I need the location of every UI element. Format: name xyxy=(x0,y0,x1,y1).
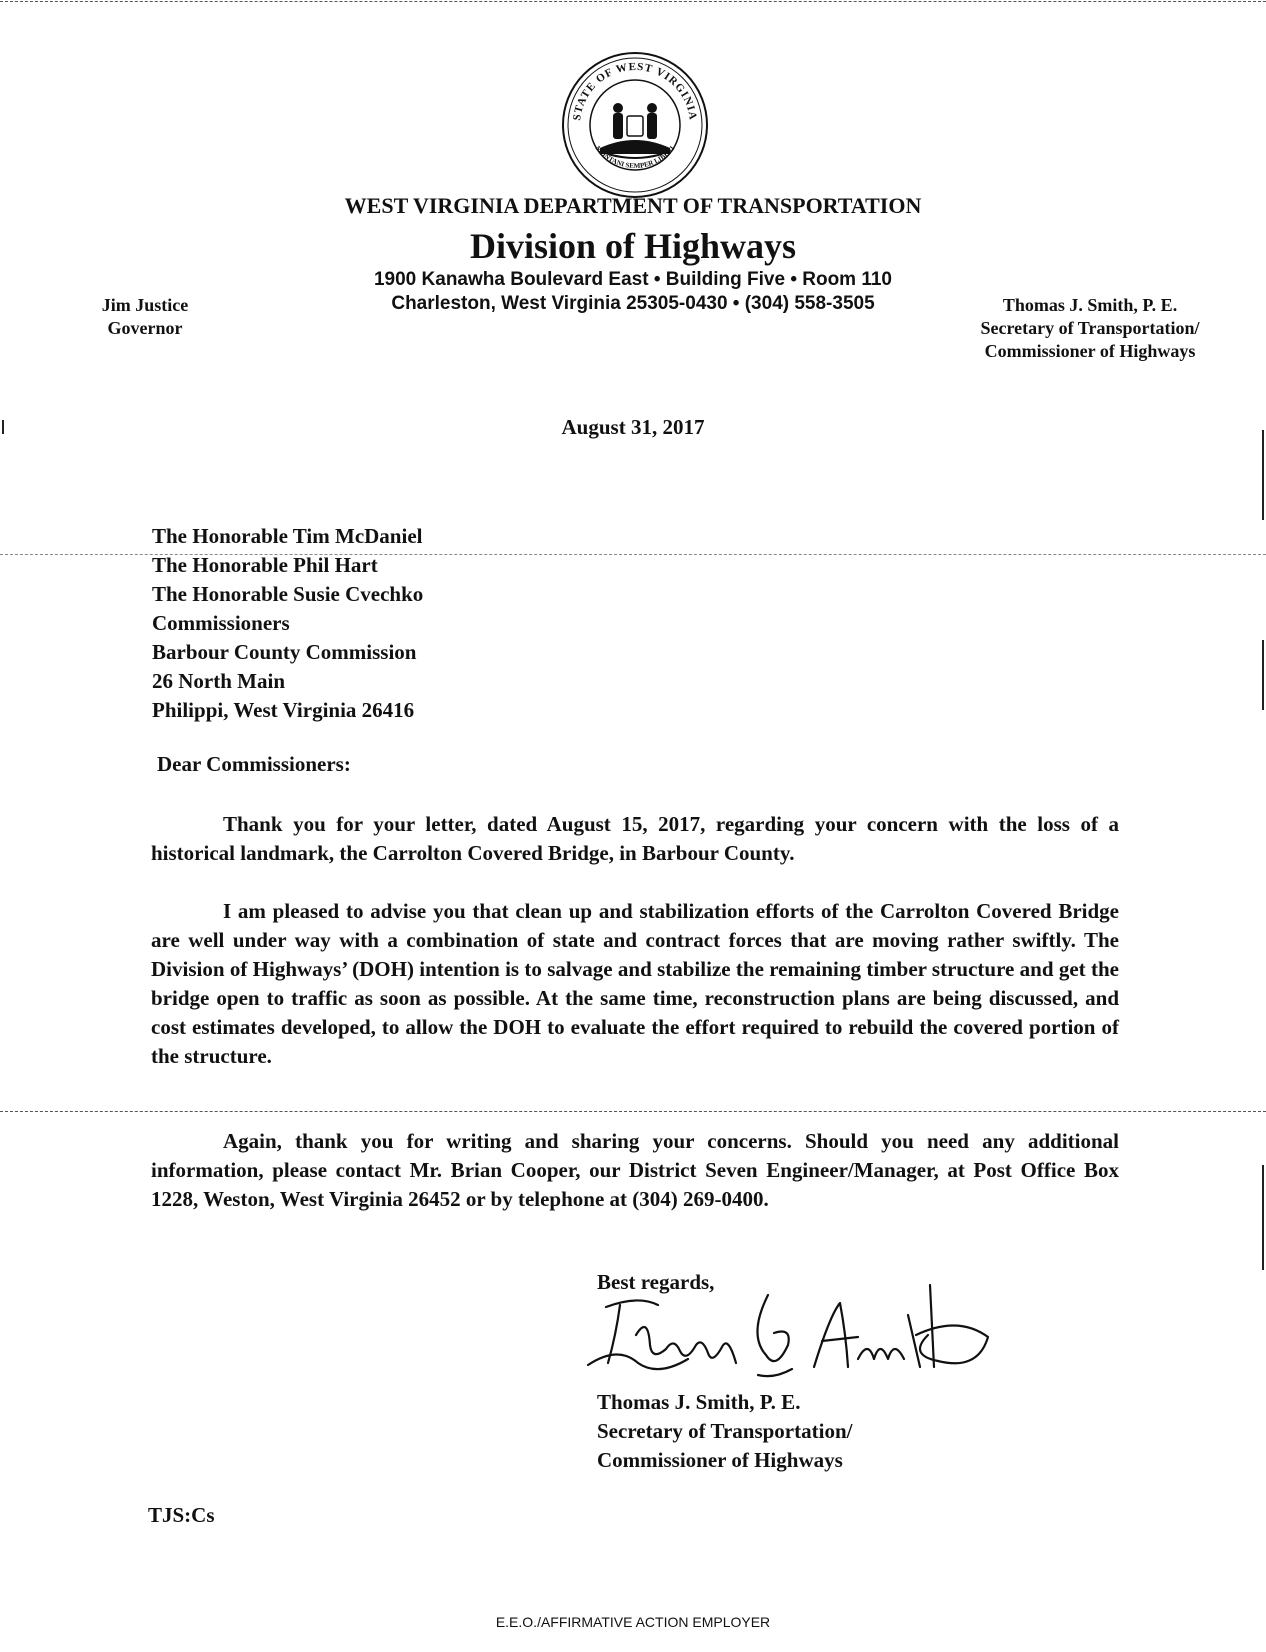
scan-line-mid2 xyxy=(0,1111,1266,1112)
footer-eeo: E.E.O./AFFIRMATIVE ACTION EMPLOYER xyxy=(495,1614,771,1630)
svg-text:STATE OF WEST VIRGINIA: STATE OF WEST VIRGINIA xyxy=(571,60,699,122)
signatory-title-line-1: Secretary of Transportation/ xyxy=(597,1419,853,1443)
governor-name: Jim Justice xyxy=(101,295,189,315)
salutation: Dear Commissioners: xyxy=(157,752,351,776)
body-paragraph-1: Thank you for your letter, dated August 15, 2017, regarding your concern with the loss of a historical landmark, the Carrolton Covered Bridge, in Barbour County. xyxy=(151,812,1119,865)
address-line-1: 1900 Kanawha Boulevard East • Building Five • Room 110 xyxy=(373,269,893,290)
signatory-title-line-2: Commissioner of Highways xyxy=(597,1448,843,1472)
handwritten-signature xyxy=(578,1275,998,1385)
recipient-line: Philippi, West Virginia 26416 xyxy=(152,698,415,722)
body-paragraph-3: Again, thank you for writing and sharing your concerns. Should you need any additional information, please contact Mr. Brian Cooper, our District Seven Engineer/Manager, at Post Office Box 1228, Weston, West Virginia 26452 or by telephone at (304) 269-0400. xyxy=(151,1129,1119,1211)
state-seal-icon xyxy=(560,50,710,200)
secretary-title-line-2: Commissioner of Highways xyxy=(984,341,1196,361)
recipient-line: The Honorable Phil Hart xyxy=(152,553,378,577)
recipient-line: The Honorable Susie Cvechko xyxy=(152,582,424,606)
recipient-line: 26 North Main xyxy=(152,669,285,693)
recipient-line: Commissioners xyxy=(152,611,290,635)
closing: Best regards, xyxy=(597,1270,715,1294)
division-name: Division of Highways xyxy=(469,226,797,266)
department-name: WEST VIRGINIA DEPARTMENT OF TRANSPORTATION xyxy=(344,193,922,218)
recipient-line: Barbour County Commission xyxy=(152,640,417,664)
governor-title: Governor xyxy=(107,318,183,338)
scan-edge-right3 xyxy=(1262,1165,1264,1270)
typist-initials: TJS:Cs xyxy=(148,1503,215,1527)
svg-text:MONTANI SEMPER LIBERI: MONTANI SEMPER LIBERI xyxy=(593,144,677,171)
body-paragraph-2: I am pleased to advise you that clean up and stabilization efforts of the Carrolton Covered Bridge are well under way with a combination of state and contract forces that are moving rather swiftly. The Division of Highways’ (DOH) intention is to salvage and stabilize the remaining timber structure and get the bridge open to traffic as soon as possible. At the same time, reconstruction plans are being discussed, and cost estimates developed, to allow the DOH to evaluate the effort required to rebuild the covered portion of the structure. xyxy=(151,899,1119,1068)
secretary-name: Thomas J. Smith, P. E. xyxy=(1002,295,1178,315)
scan-edge-right1 xyxy=(1262,430,1264,520)
secretary-title-line-1: Secretary of Transportation/ xyxy=(980,318,1200,338)
scan-line-top xyxy=(0,1,1266,2)
signatory-name: Thomas J. Smith, P. E. xyxy=(597,1390,801,1414)
scan-edge-right2 xyxy=(1262,640,1264,710)
address-line-2: Charleston, West Virginia 25305-0430 • (304) 558-3505 xyxy=(391,293,875,314)
letter-date: August 31, 2017 xyxy=(561,415,705,439)
recipient-line: The Honorable Tim McDaniel xyxy=(152,524,423,548)
